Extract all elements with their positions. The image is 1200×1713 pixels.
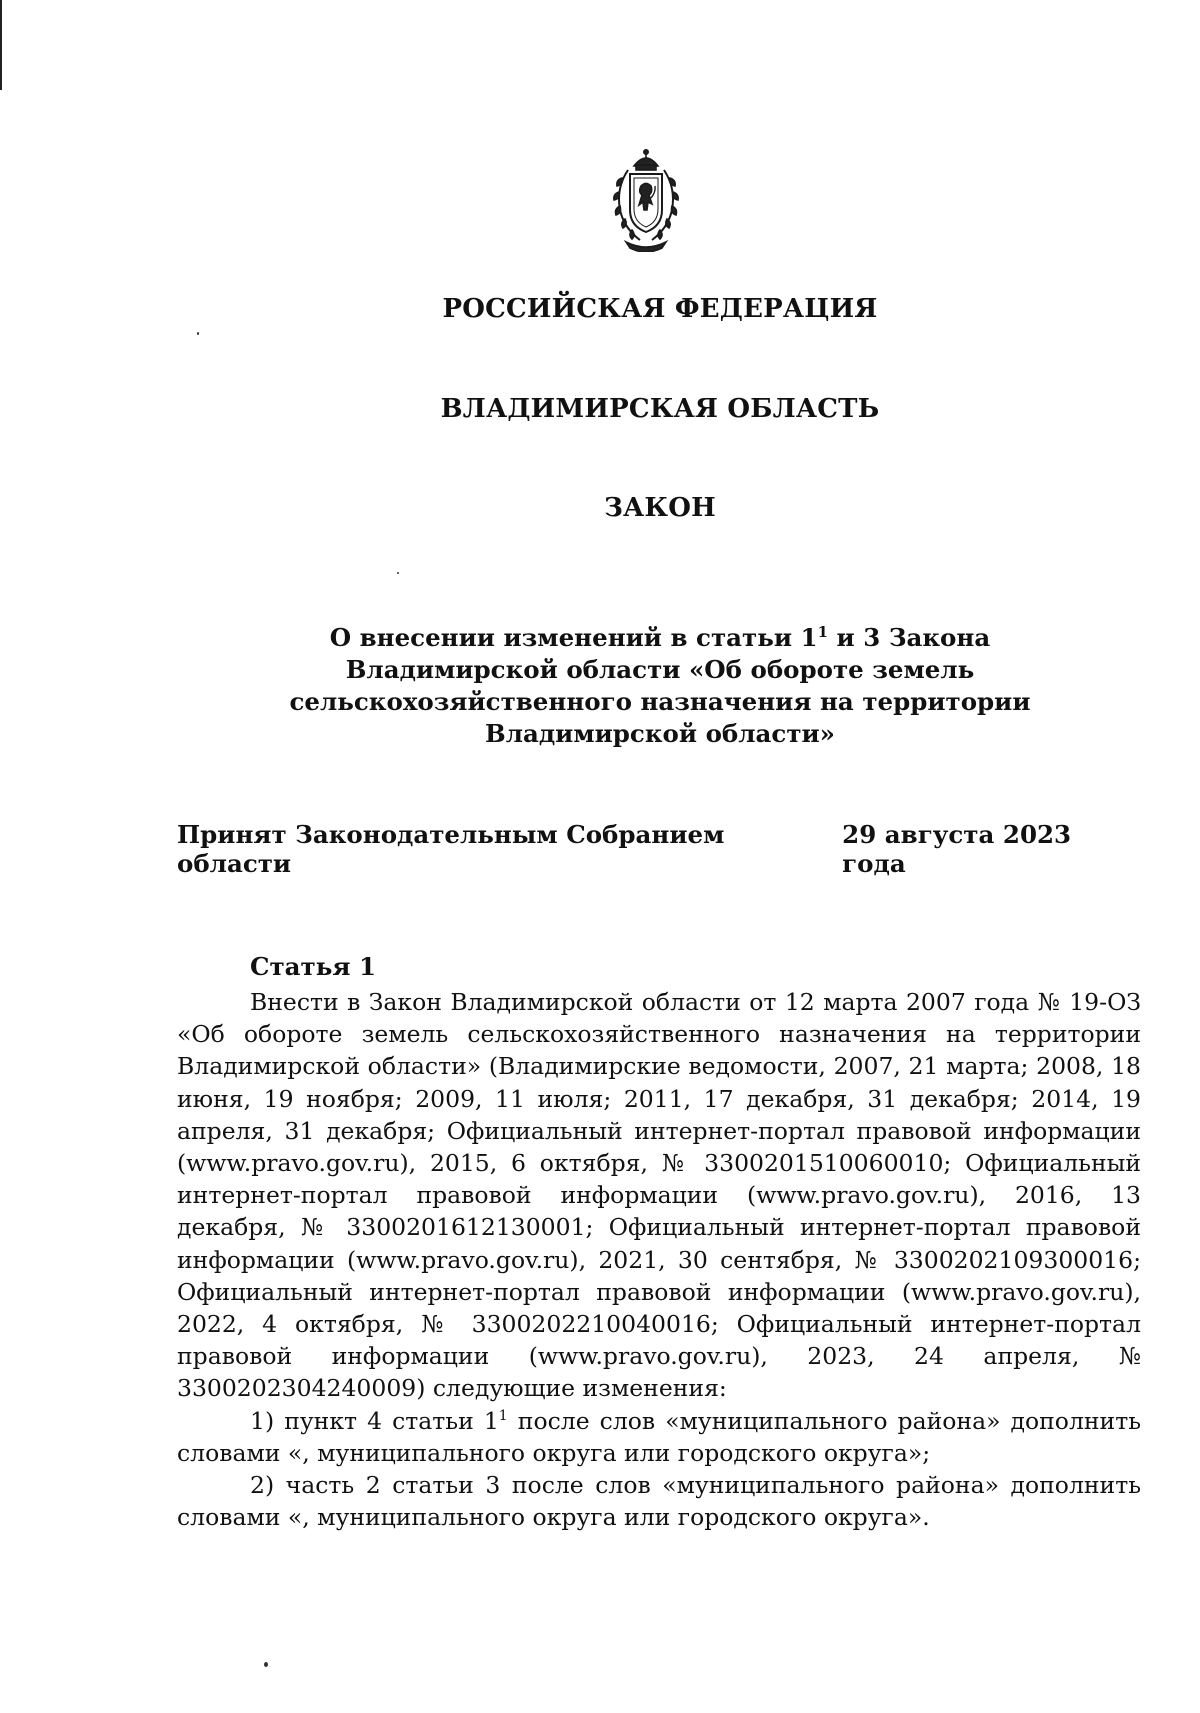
region-heading: ВЛАДИМИРСКАЯ ОБЛАСТЬ	[440, 394, 880, 424]
article-1-intro-paragraph: Внести в Закон Владимирской области от 12 марта 2007 года № 19-ОЗ «Об обороте земель сельскохозяйственного назначения на территории Владимирской области» (Владимирские ведомости, 2007, 21 марта; 2008, 18 июня, 19 ноября; 2009, 11 июля; 2011, 17 декабря, 31 декабря; 2014, 19 апреля, 31 декабря; Официальный интернет-портал правовой информации (www.pravo.gov.ru), 2015, 6 октября, № 3300201510060010; Официальный интернет-портал правовой информации (www.pravo.gov.ru), 2016, 13 декабря, № 3300201612130001; Официальный интернет-портал правовой информации (www.pravo.gov.ru), 2021, 30 сентября, № 3300202109300016; Официальный интернет-портал правовой информации (www.pravo.gov.ru), 2022, 4 октября, № 3300202210040016; Официальный интернет-портал правовой информации (www.pravo.gov.ru), 2023, 24 апреля, № 3300202304240009) следующие изменения:	[177, 988, 1141, 1403]
law-title-part-1: О внесении изменений в статьи 1	[329, 623, 818, 652]
coat-of-arms-emblem-icon	[606, 148, 686, 252]
adoption-line	[177, 820, 1141, 878]
law-title-part-2: и 3 Закона	[828, 623, 991, 652]
law-title-superscript: 1	[817, 622, 829, 641]
article-1-body	[177, 986, 1141, 1533]
law-title-line-2: Владимирской области «Об обороте земель	[345, 655, 975, 684]
article-1-item-1	[177, 1405, 1141, 1469]
law-title-line-3: сельскохозяйственного назначения на территории	[289, 687, 1031, 716]
item-1-text-end: после слов «муниципального района» дополнить словами «, муниципального округа или городского округа»;	[177, 1406, 1142, 1467]
scan-edge-line	[0, 0, 2, 90]
item-1-superscript: 1	[498, 1407, 508, 1424]
country-heading: РОССИЙСКАЯ ФЕДЕРАЦИЯ	[442, 294, 878, 324]
document-type-heading: ЗАКОН	[604, 493, 716, 523]
adopting-body: Принят Законодательным Собранием области	[177, 820, 725, 878]
scan-speck	[264, 1662, 268, 1667]
law-title-line-4: Владимирской области»	[484, 719, 835, 748]
scan-speck	[197, 332, 199, 335]
scan-speck	[397, 572, 399, 574]
adoption-date: 29 августа 2023 года	[842, 820, 1072, 878]
item-1-text-start: 1) пункт 4 статьи 1	[250, 1406, 499, 1435]
article-1-item-2: 2) часть 2 статьи 3 после слов «муниципального района» дополнить словами «, муниципального округа или городского округа».	[177, 1471, 1141, 1532]
law-title-line-1	[280, 622, 1040, 654]
article-1-heading: Статья 1	[250, 952, 377, 981]
law-title	[280, 622, 1040, 750]
